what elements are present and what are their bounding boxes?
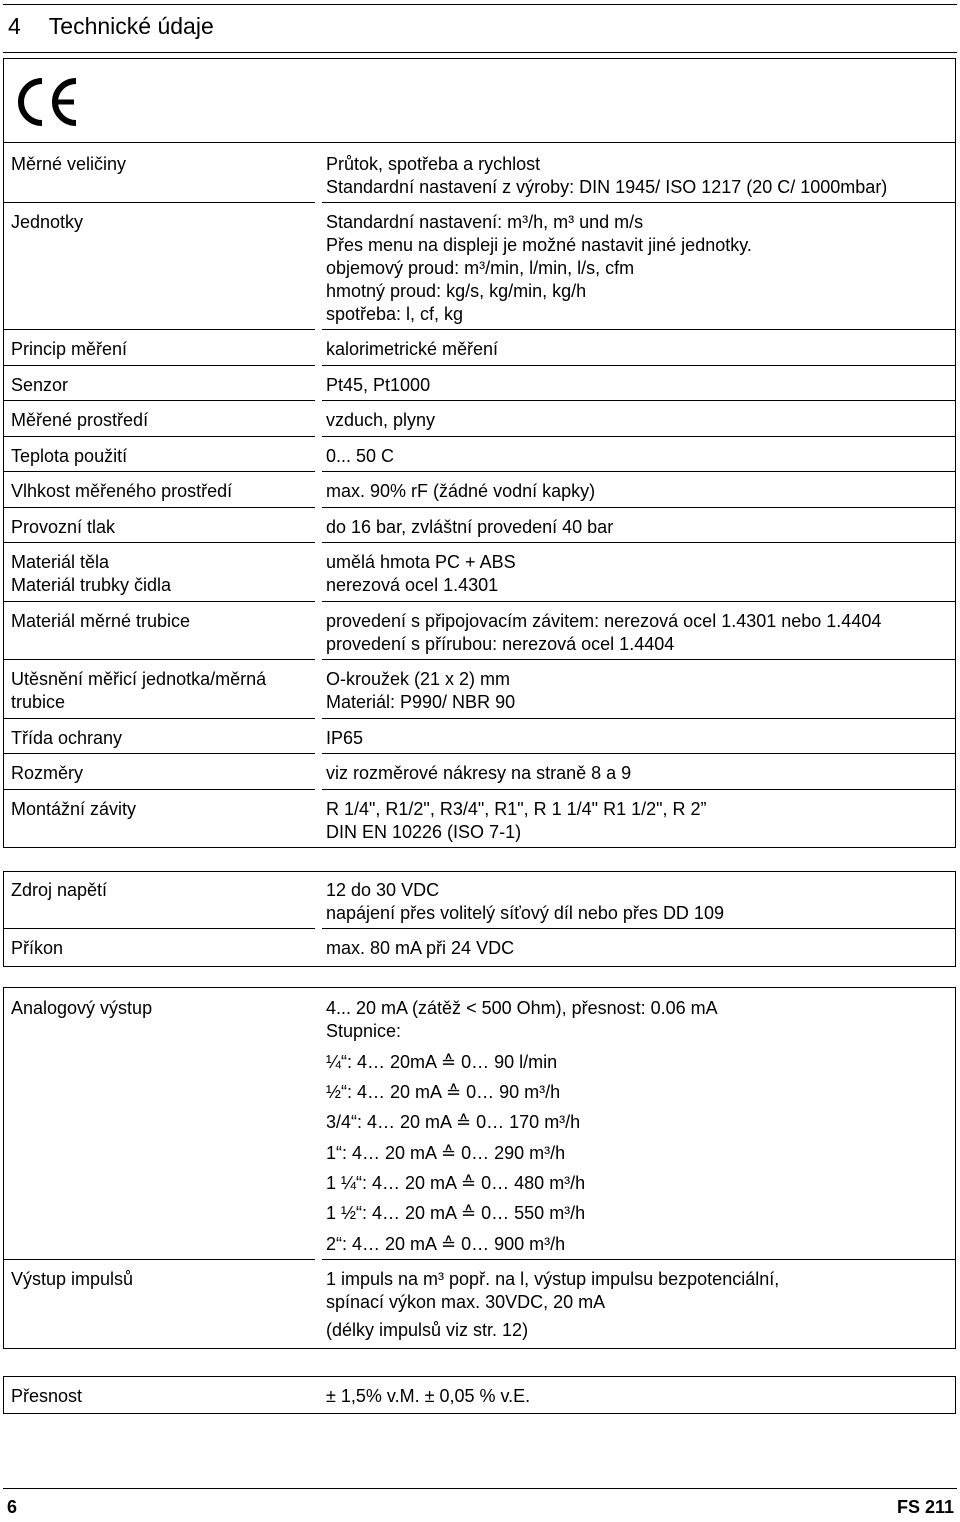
row-divider	[322, 718, 955, 719]
row-divider	[4, 753, 315, 754]
pulse-output-value-3: (délky impulsů viz str. 12)	[326, 1320, 529, 1340]
spec-table-accuracy	[3, 1376, 956, 1414]
row-divider	[4, 1259, 315, 1260]
spec-label: Materiál těla	[11, 552, 110, 572]
analog-scale-line: ¼“: 4… 20mA ≙ 0… 90 l/min	[326, 1052, 558, 1072]
analog-scale-line: 1“: 4… 20 mA ≙ 0… 290 m³/h	[326, 1143, 566, 1163]
spec-label: Jednotky	[11, 212, 84, 232]
ce-mark-logo	[12, 77, 82, 127]
spec-label: Rozměry	[11, 763, 84, 783]
spec-value: umělá hmota PC + ABS	[326, 552, 516, 572]
analog-output-label: Analogový výstup	[11, 998, 153, 1018]
row-divider	[4, 400, 315, 401]
analog-scale-line: ½“: 4… 20 mA ≙ 0… 90 m³/h	[326, 1082, 561, 1102]
row-divider	[322, 601, 955, 602]
spec-label: Třída ochrany	[11, 728, 123, 748]
pulse-output-value-2: spínací výkon max. 30VDC, 20 mA	[326, 1292, 606, 1312]
row-divider	[4, 202, 315, 203]
spec-value: R 1/4", R1/2", R3/4", R1", R 1 1/4" R1 1/2", R 2”	[326, 799, 707, 819]
spec-label: Zdroj napětí	[11, 880, 108, 900]
section-title: Technické údaje	[48, 13, 214, 39]
row-divider	[4, 928, 315, 929]
header-top-rule	[3, 4, 957, 5]
spec-value: provedení s přírubou: nerezová ocel 1.4404	[326, 634, 675, 654]
spec-value: objemový proud: m³/min, l/min, l/s, cfm	[326, 258, 635, 278]
spec-label: Montážní závity	[11, 799, 137, 819]
spec-label: Měrné veličiny	[11, 154, 127, 174]
spec-value: max. 80 mA při 24 VDC	[326, 938, 515, 958]
ce-divider	[4, 142, 955, 143]
spec-value: 12 do 30 VDC	[326, 880, 440, 900]
row-divider	[4, 718, 315, 719]
row-divider	[322, 928, 955, 929]
spec-table-outputs	[3, 987, 956, 1349]
spec-label: Materiál měrné trubice	[11, 611, 191, 631]
spec-value: IP65	[326, 728, 364, 748]
row-divider	[4, 436, 315, 437]
row-divider	[4, 789, 315, 790]
spec-value: O-kroužek (21 x 2) mm	[326, 669, 511, 689]
spec-label: trubice	[11, 692, 66, 712]
row-divider	[4, 329, 315, 330]
spec-table-general	[3, 58, 956, 848]
row-divider	[322, 659, 955, 660]
spec-value: DIN EN 10226 (ISO 7-1)	[326, 822, 522, 842]
spec-label: Měřené prostředí	[11, 410, 149, 430]
spec-value: hmotný proud: kg/s, kg/min, kg/h	[326, 281, 587, 301]
row-divider	[322, 365, 955, 366]
page-number: 6	[7, 1497, 18, 1517]
spec-value: viz rozměrové nákresy na straně 8 a 9	[326, 763, 632, 783]
row-divider	[322, 400, 955, 401]
spec-value: napájení přes volitelý síťový díl nebo přes DD 109	[326, 903, 724, 923]
spec-value: max. 90% rF (žádné vodní kapky)	[326, 481, 596, 501]
spec-value: Standardní nastavení: m³/h, m³ und m/s	[326, 212, 644, 232]
spec-value: Standardní nastavení z výroby: DIN 1945/ ISO 1217 (20 C/ 1000mbar)	[326, 177, 888, 197]
spec-value: nerezová ocel 1.4301	[326, 575, 499, 595]
spec-value: provedení s připojovacím závitem: nerezová ocel 1.4301 nebo 1.4404	[326, 611, 882, 631]
row-divider	[322, 1259, 955, 1260]
row-divider	[4, 365, 315, 366]
analog-output-value-1: 4... 20 mA (zátěž < 500 Ohm), přesnost: 0.06 mA	[326, 998, 718, 1018]
spec-value: vzduch, plyny	[326, 410, 436, 430]
spec-label: Provozní tlak	[11, 517, 116, 537]
spec-value: Přes menu na displeji je možné nastavit jiné jednotky.	[326, 235, 752, 255]
model-name: FS 211	[896, 1497, 954, 1517]
analog-scale-line: 3/4“: 4… 20 mA ≙ 0… 170 m³/h	[326, 1112, 581, 1132]
section-heading	[8, 13, 214, 40]
row-divider	[322, 789, 955, 790]
analog-scale-line: 1 ½“: 4… 20 mA ≙ 0… 550 m³/h	[326, 1203, 586, 1223]
row-divider	[322, 542, 955, 543]
row-divider	[4, 659, 315, 660]
spec-table-power	[3, 871, 956, 967]
row-divider	[322, 329, 955, 330]
row-divider	[322, 471, 955, 472]
row-divider	[4, 471, 315, 472]
pulse-output-label: Výstup impulsů	[11, 1269, 134, 1289]
spec-label: Utěsnění měřicí jednotka/měrná	[11, 669, 267, 689]
row-divider	[4, 542, 315, 543]
analog-scale-line: 2“: 4… 20 mA ≙ 0… 900 m³/h	[326, 1234, 566, 1254]
analog-scale-line: 1 ¼“: 4… 20 mA ≙ 0… 480 m³/h	[326, 1173, 586, 1193]
spec-label: Teplota použití	[11, 446, 128, 466]
header-bottom-rule	[3, 52, 957, 53]
row-divider	[322, 753, 955, 754]
pulse-output-value-1: 1 impuls na m³ popř. na l, výstup impulsu bezpotenciální,	[326, 1269, 780, 1289]
accuracy-label: Přesnost	[11, 1386, 83, 1406]
spec-label: Příkon	[11, 938, 64, 958]
footer-rule	[3, 1488, 957, 1489]
row-divider	[4, 601, 315, 602]
spec-value: spotřeba: l, cf, kg	[326, 304, 464, 324]
spec-label: Princip měření	[11, 339, 128, 359]
row-divider	[322, 436, 955, 437]
spec-value: kalorimetrické měření	[326, 339, 499, 359]
spec-label: Vlhkost měřeného prostředí	[11, 481, 233, 501]
section-number: 4	[8, 13, 21, 39]
spec-label: Senzor	[11, 375, 69, 395]
analog-output-value-2: Stupnice:	[326, 1021, 402, 1041]
spec-value: Materiál: P990/ NBR 90	[326, 692, 516, 712]
row-divider	[322, 202, 955, 203]
row-divider	[4, 507, 315, 508]
row-divider	[322, 507, 955, 508]
spec-label: Materiál trubky čidla	[11, 575, 172, 595]
spec-value: Pt45, Pt1000	[326, 375, 431, 395]
accuracy-value: ± 1,5% v.M. ± 0,05 % v.E.	[326, 1386, 531, 1406]
spec-value: Průtok, spotřeba a rychlost	[326, 154, 541, 174]
spec-value: 0... 50 C	[326, 446, 395, 466]
spec-value: do 16 bar, zvláštní provedení 40 bar	[326, 517, 614, 537]
